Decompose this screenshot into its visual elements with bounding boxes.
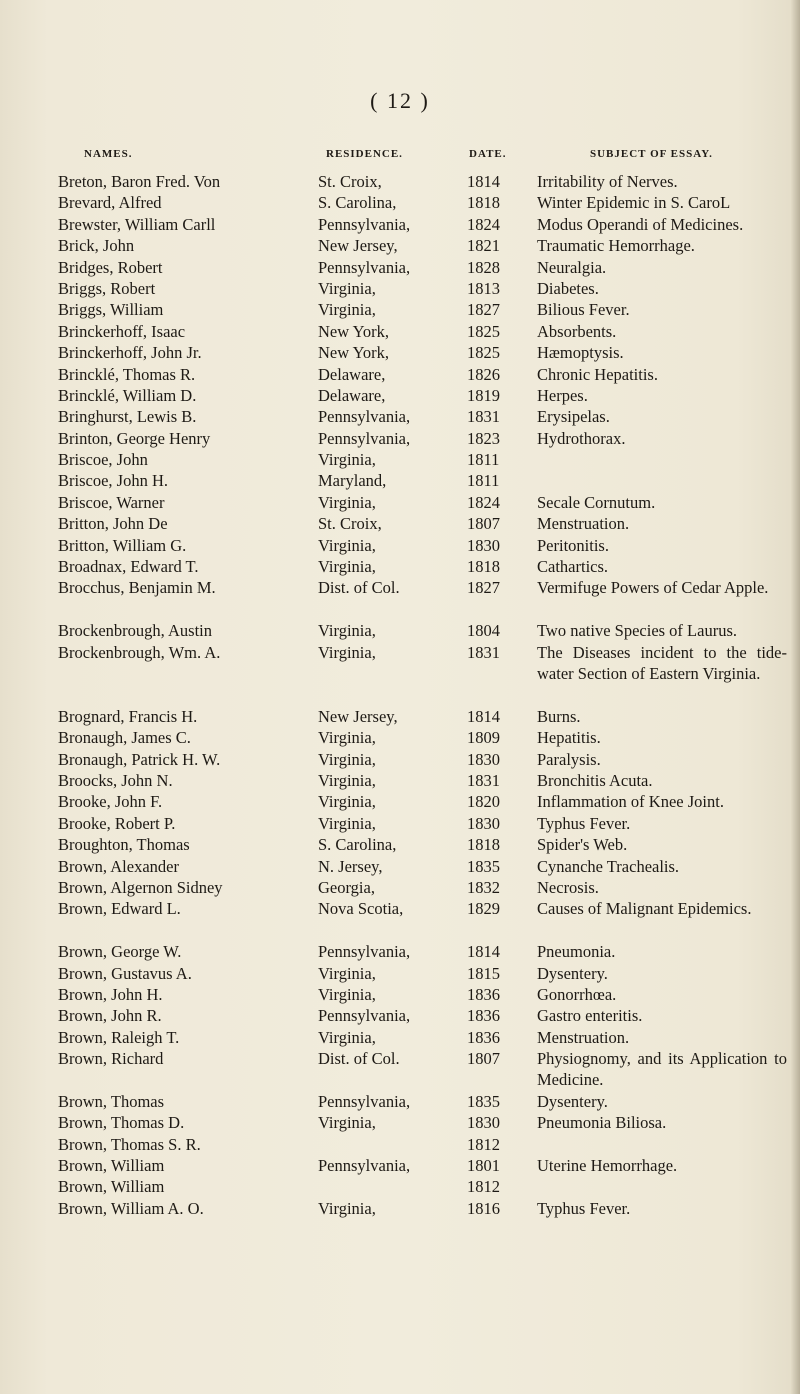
entry-date: 1814 xyxy=(467,172,500,191)
entry-subject: Causes of Malignant Epidemics. xyxy=(537,899,752,919)
table-row xyxy=(0,727,800,748)
table-row xyxy=(0,1005,800,1026)
entry-name: Broocks, John N. xyxy=(58,770,173,790)
table-row xyxy=(0,1091,800,1112)
entry-date: 1831 xyxy=(467,407,500,427)
entry-subject: Irritability of Nerves. xyxy=(537,172,678,191)
entry-name: Briscoe, Warner xyxy=(58,492,165,512)
entry-residence: Delaware, xyxy=(318,385,386,405)
entry-date: 1831 xyxy=(467,642,500,662)
table-row xyxy=(0,1198,800,1219)
entry-residence: Virginia, xyxy=(318,492,376,512)
table-row xyxy=(0,321,800,342)
entry-subject: Paralysis. xyxy=(537,749,601,769)
entry-subject: Typhus Fever. xyxy=(537,813,631,833)
page-number: ( 12 ) xyxy=(370,88,430,113)
entry-date: 1830 xyxy=(467,813,500,833)
entry-name: Brognard, Francis H. xyxy=(58,706,198,726)
table-row xyxy=(0,428,800,449)
entry-name: Brinton, George Henry xyxy=(58,428,211,448)
table-row xyxy=(0,749,800,770)
entry-residence: S. Carolina, xyxy=(318,835,397,855)
entry-subject: The Diseases incident to the tide-water Section of Eastern Virginia. xyxy=(537,642,787,684)
entry-residence: Pennsylvania, xyxy=(318,407,411,427)
entry-date: 1811 xyxy=(467,471,500,491)
entry-subject: Physiognomy, and its Application to Medicine. xyxy=(537,1049,787,1090)
entry-name: Britton, William G. xyxy=(58,535,187,555)
entry-residence: St. Croix, xyxy=(318,172,382,191)
entry-residence: Virginia, xyxy=(318,557,376,577)
entry-name: Brown, Richard xyxy=(58,1049,164,1069)
entry-subject: Gonorrhœa. xyxy=(537,984,617,1004)
entry-date: 1818 xyxy=(467,193,500,213)
entry-subject: Uterine Hemorrhage. xyxy=(537,1156,678,1176)
table-row xyxy=(0,813,800,834)
entry-date: 1824 xyxy=(467,492,500,512)
entry-name: Brinckerhoff, John Jr. xyxy=(58,343,202,363)
entry-residence: Pennsylvania, xyxy=(318,1006,411,1026)
entry-date: 1804 xyxy=(467,621,500,641)
entry-residence: Virginia, xyxy=(318,963,376,983)
entry-subject: Two native Species of Laurus. xyxy=(537,621,737,641)
entry-date: 1814 xyxy=(467,706,500,726)
entry-date: 1835 xyxy=(467,1091,500,1111)
entry-date: 1812 xyxy=(467,1134,500,1154)
entry-residence: N. Jersey, xyxy=(318,856,383,876)
entry-subject: Spider's Web. xyxy=(537,835,628,855)
entry-subject: Herpes. xyxy=(537,385,588,405)
entry-name: Brooke, John F. xyxy=(58,792,163,812)
entry-residence: Delaware, xyxy=(318,364,386,384)
table-row xyxy=(0,706,800,727)
entry-residence: S. Carolina, xyxy=(318,193,397,213)
entry-date: 1827 xyxy=(467,578,500,598)
entry-subject: Absorbents. xyxy=(537,321,617,341)
table-row xyxy=(0,513,800,534)
entry-name: Broughton, Thomas xyxy=(58,835,190,855)
table-row xyxy=(0,834,800,855)
table-row xyxy=(0,192,800,213)
entry-name: Breton, Baron Fred. Von xyxy=(58,172,221,191)
entry-subject: Dysentery. xyxy=(537,963,608,983)
entry-name: Brown, George W. xyxy=(58,942,182,962)
entry-name: Brown, William xyxy=(58,1156,165,1176)
entry-subject: Cynanche Trachealis. xyxy=(537,856,680,876)
entry-residence: Virginia, xyxy=(318,621,376,641)
entry-date: 1825 xyxy=(467,321,500,341)
entry-subject: Inflammation of Knee Joint. xyxy=(537,792,724,812)
entry-date: 1807 xyxy=(467,514,500,534)
entry-name: Bringhurst, Lewis B. xyxy=(58,407,197,427)
table-row xyxy=(0,171,800,192)
entry-name: Bridges, Robert xyxy=(58,257,163,277)
entry-date: 1820 xyxy=(467,792,500,812)
entry-subject: Diabetes. xyxy=(537,278,599,298)
entry-name: Britton, John De xyxy=(58,514,168,534)
entry-residence: Pennsylvania, xyxy=(318,257,411,277)
entry-residence: New York, xyxy=(318,343,390,363)
table-row xyxy=(0,235,800,256)
entry-subject: Typhus Fever. xyxy=(537,1198,631,1218)
table-row xyxy=(0,1176,800,1197)
entry-subject: Bronchitis Acuta. xyxy=(537,770,653,790)
table-row xyxy=(0,1048,800,1091)
entry-subject: Erysipelas. xyxy=(537,407,610,427)
entry-subject: Burns. xyxy=(537,706,581,726)
entry-name: Brinckerhoff, Isaac xyxy=(58,321,186,341)
entry-residence: Pennsylvania, xyxy=(318,1156,411,1176)
table-row xyxy=(0,364,800,385)
entry-residence: Virginia, xyxy=(318,813,376,833)
entry-subject: Chronic Hepatitis. xyxy=(537,364,658,384)
entry-subject: Peritonitis. xyxy=(537,535,609,555)
table-row xyxy=(0,1027,800,1048)
entry-date: 1812 xyxy=(467,1177,500,1197)
entry-subject: Vermifuge Powers of Cedar Apple. xyxy=(537,578,769,598)
entry-name: Brincklé, William D. xyxy=(58,385,197,405)
entry-residence: Virginia, xyxy=(318,728,376,748)
entry-date: 1824 xyxy=(467,214,500,234)
entry-name: Bronaugh, Patrick H. W. xyxy=(58,749,221,769)
entry-residence: Virginia, xyxy=(318,1198,376,1218)
entry-residence: Pennsylvania, xyxy=(318,214,411,234)
entry-residence: New Jersey, xyxy=(318,706,398,726)
entry-residence: Virginia, xyxy=(318,1027,376,1047)
entry-subject: Bilious Fever. xyxy=(537,300,630,320)
entry-date: 1830 xyxy=(467,1113,500,1133)
entry-residence: Virginia, xyxy=(318,300,376,320)
table-row xyxy=(0,299,800,320)
entry-name: Brewster, William Carll xyxy=(58,214,216,234)
entry-date: 1813 xyxy=(467,278,500,298)
entry-residence: Virginia, xyxy=(318,642,376,662)
entry-residence: New Jersey, xyxy=(318,236,398,256)
table-row xyxy=(0,856,800,877)
column-header-row xyxy=(0,148,800,166)
table-row xyxy=(0,791,800,812)
entry-name: Brincklé, Thomas R. xyxy=(58,364,196,384)
table-row xyxy=(0,1112,800,1133)
entry-subject: Menstruation. xyxy=(537,514,630,534)
entry-name: Brooke, Robert P. xyxy=(58,813,176,833)
entry-date: 1836 xyxy=(467,1006,500,1026)
entry-name: Brown, Thomas D. xyxy=(58,1113,185,1133)
entry-date: 1830 xyxy=(467,535,500,555)
entry-date: 1816 xyxy=(467,1198,500,1218)
entry-date: 1836 xyxy=(467,984,500,1004)
entry-residence: New York, xyxy=(318,321,390,341)
entry-date: 1835 xyxy=(467,856,500,876)
entry-name: Brevard, Alfred xyxy=(58,193,162,213)
entry-name: Brockenbrough, Wm. A. xyxy=(58,642,221,662)
entry-subject: Hæmoptysis. xyxy=(537,343,624,363)
entry-date: 1818 xyxy=(467,557,500,577)
table-row xyxy=(0,406,800,427)
table-row xyxy=(0,577,800,620)
entry-residence: Pennsylvania, xyxy=(318,942,411,962)
entry-name: Brown, John R. xyxy=(58,1006,162,1026)
entry-residence: Virginia, xyxy=(318,535,376,555)
table-row xyxy=(0,470,800,491)
entry-name: Brown, Alexander xyxy=(58,856,179,876)
table-row xyxy=(0,385,800,406)
entry-subject: Pneumonia Biliosa. xyxy=(537,1113,667,1133)
table-row xyxy=(0,257,800,278)
table-row xyxy=(0,214,800,235)
table-row xyxy=(0,642,800,706)
entry-date: 1829 xyxy=(467,899,500,919)
table-row xyxy=(0,877,800,898)
entry-residence: Virginia, xyxy=(318,984,376,1004)
entry-name: Briscoe, John H. xyxy=(58,471,168,491)
entry-residence: Virginia, xyxy=(318,1113,376,1133)
entry-subject: Winter Epidemic in S. CaroL xyxy=(537,193,731,213)
table-row xyxy=(0,770,800,791)
table-row xyxy=(0,556,800,577)
entry-name: Brick, John xyxy=(58,236,135,256)
entry-residence: Dist. of Col. xyxy=(318,578,400,598)
entry-residence: Virginia, xyxy=(318,749,376,769)
entry-date: 1811 xyxy=(467,450,500,470)
table-row xyxy=(0,963,800,984)
entry-date: 1801 xyxy=(467,1156,500,1176)
table-row xyxy=(0,492,800,513)
entry-date: 1831 xyxy=(467,770,500,790)
header-names: NAMES. xyxy=(84,148,133,160)
entry-residence: Pennsylvania, xyxy=(318,428,411,448)
header-residence: RESIDENCE. xyxy=(326,148,403,160)
entry-date: 1807 xyxy=(467,1049,500,1069)
entry-date: 1814 xyxy=(467,942,500,962)
entry-date: 1830 xyxy=(467,749,500,769)
entry-residence: Pennsylvania, xyxy=(318,1091,411,1111)
entry-subject: Secale Cornutum. xyxy=(537,492,656,512)
entry-subject: Dysentery. xyxy=(537,1091,608,1111)
entry-date: 1819 xyxy=(467,385,500,405)
table-row xyxy=(0,620,800,641)
entry-subject: Cathartics. xyxy=(537,557,609,577)
entry-date: 1815 xyxy=(467,963,500,983)
entry-date: 1825 xyxy=(467,343,500,363)
entry-subject: Neuralgia. xyxy=(537,257,607,277)
entry-name: Brown, Edward L. xyxy=(58,899,181,919)
entry-date: 1832 xyxy=(467,877,500,897)
entry-subject: Necrosis. xyxy=(537,877,599,897)
header-subject: SUBJECT OF ESSAY. xyxy=(590,148,713,160)
entry-name: Brown, William A. O. xyxy=(58,1198,204,1218)
table-row xyxy=(0,449,800,470)
entry-subject: Modus Operandi of Medicines. xyxy=(537,214,744,234)
entry-subject: Menstruation. xyxy=(537,1027,630,1047)
table-row xyxy=(0,898,800,941)
table-row xyxy=(0,984,800,1005)
entry-date: 1809 xyxy=(467,728,500,748)
entry-name: Bronaugh, James C. xyxy=(58,728,191,748)
entry-residence: Virginia, xyxy=(318,770,376,790)
entry-date: 1828 xyxy=(467,257,500,277)
entry-date: 1827 xyxy=(467,300,500,320)
entry-date: 1821 xyxy=(467,236,500,256)
entry-residence: Virginia, xyxy=(318,278,376,298)
entry-name: Briggs, William xyxy=(58,300,164,320)
entry-subject: Pneumonia. xyxy=(537,942,616,962)
entry-residence: Georgia, xyxy=(318,877,375,897)
table-row xyxy=(0,1155,800,1176)
entry-name: Brockenbrough, Austin xyxy=(58,621,212,641)
entry-residence: Dist. of Col. xyxy=(318,1049,400,1069)
entry-subject: Gastro enteritis. xyxy=(537,1006,643,1026)
entries-list xyxy=(0,171,800,1219)
header-date: DATE. xyxy=(469,148,507,160)
entry-subject: Hydrothorax. xyxy=(537,428,626,448)
entry-name: Brown, Thomas xyxy=(58,1091,165,1111)
entry-date: 1823 xyxy=(467,428,500,448)
entry-residence: Nova Scotia, xyxy=(318,899,404,919)
entry-name: Brocchus, Benjamin M. xyxy=(58,578,216,598)
entry-name: Brown, William xyxy=(58,1177,165,1197)
entry-name: Briscoe, John xyxy=(58,450,148,470)
entry-residence: St. Croix, xyxy=(318,514,382,534)
entry-name: Brown, Thomas S. R. xyxy=(58,1134,201,1154)
entry-date: 1826 xyxy=(467,364,500,384)
entry-residence: Maryland, xyxy=(318,471,387,491)
table-row xyxy=(0,278,800,299)
table-row xyxy=(0,1134,800,1155)
entry-name: Briggs, Robert xyxy=(58,278,156,298)
entry-name: Brown, Gustavus A. xyxy=(58,963,192,983)
entry-name: Brown, Algernon Sidney xyxy=(58,877,223,897)
entry-name: Broadnax, Edward T. xyxy=(58,557,199,577)
entry-residence: Virginia, xyxy=(318,450,376,470)
entry-date: 1836 xyxy=(467,1027,500,1047)
entry-subject: Traumatic Hemorrhage. xyxy=(537,236,695,256)
entry-date: 1818 xyxy=(467,835,500,855)
table-row xyxy=(0,941,800,962)
table-row xyxy=(0,535,800,556)
entry-subject: Hepatitis. xyxy=(537,728,601,748)
entry-name: Brown, Raleigh T. xyxy=(58,1027,180,1047)
entry-name: Brown, John H. xyxy=(58,984,163,1004)
table-row xyxy=(0,342,800,363)
entry-residence: Virginia, xyxy=(318,792,376,812)
